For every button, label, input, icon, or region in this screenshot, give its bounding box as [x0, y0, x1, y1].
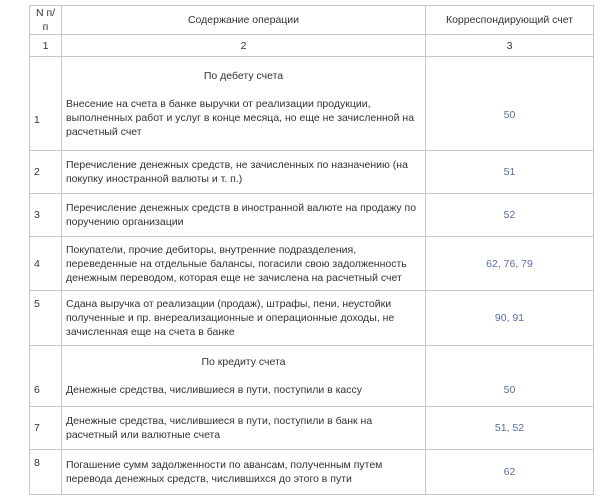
- table-row: [30, 151, 594, 194]
- section-debit-title: По дебету счета: [203, 69, 284, 82]
- row-account: 52: [426, 194, 594, 237]
- table-row: [30, 407, 594, 450]
- row-account: 51: [426, 151, 594, 194]
- row-text: Внесение на счета в банке выручки от реализации продукции, выполненных работ и услуг в конце месяца, но еще не зачисленной на расчетный счет: [66, 97, 415, 138]
- col-number-1: 1: [30, 35, 62, 57]
- row-account: 50: [426, 346, 594, 407]
- operations-table: [29, 5, 594, 495]
- row-account: 90, 91: [426, 291, 594, 346]
- row-account: 62, 76, 79: [426, 237, 594, 291]
- column-numbers-row: [30, 35, 594, 57]
- row-account: 62: [426, 450, 594, 495]
- table-row: [30, 291, 594, 346]
- header-num: N п/п: [30, 6, 62, 35]
- row-content: [62, 57, 426, 151]
- row-content: [62, 346, 426, 407]
- row-number: 3: [30, 194, 62, 237]
- header-content: Содержание операции: [62, 6, 426, 35]
- header-row: [30, 6, 594, 35]
- col-number-3: 3: [426, 35, 594, 57]
- row-text: Перечисление денежных средств в иностранной валюте на продажу по поручению организации: [62, 194, 426, 237]
- section-credit-title: По кредиту счета: [201, 356, 286, 368]
- row-text: Денежные средства, числившиеся в пути, поступили в банк на расчетный или валютные счета: [62, 407, 426, 450]
- table-row: [30, 194, 594, 237]
- row-text: Денежные средства, числившиеся в пути, поступили в кассу: [66, 384, 363, 396]
- row-account: 51, 52: [426, 407, 594, 450]
- header-account: Корреспондирующий счет: [426, 6, 594, 35]
- row-text: Перечисление денежных средств, не зачисленных по назначению (на покупку иностранной валюты и т. п.): [62, 151, 426, 194]
- table-row: [30, 346, 594, 407]
- table-row: [30, 57, 594, 151]
- row-text: Покупатели, прочие дебиторы, внутренние подразделения, переведенные на отдельные балансы, погасили свою задолженность денежным переводом, которая еще не зачислена на расчетный счет: [62, 237, 426, 291]
- row-number: 7: [30, 407, 62, 450]
- table-row: [30, 237, 594, 291]
- row-account: 50: [426, 57, 594, 151]
- row-number: 5: [30, 291, 62, 346]
- table-row: [30, 450, 594, 495]
- row-text: Погашение сумм задолженности по авансам, полученным путем перевода денежных средств, числившихся до этого в пути: [62, 450, 426, 495]
- row-number: 8: [30, 450, 62, 495]
- col-number-2: 2: [62, 35, 426, 57]
- row-number: 6: [30, 346, 62, 407]
- row-text: Сдана выручка от реализации (продаж), штрафы, пени, неустойки полученные и пр. внереализационные и операционные доходы, не зачисленная еще на счета в банке: [62, 291, 426, 346]
- row-number: 4: [30, 237, 62, 291]
- row-number: 1: [30, 57, 62, 151]
- row-number: 2: [30, 151, 62, 194]
